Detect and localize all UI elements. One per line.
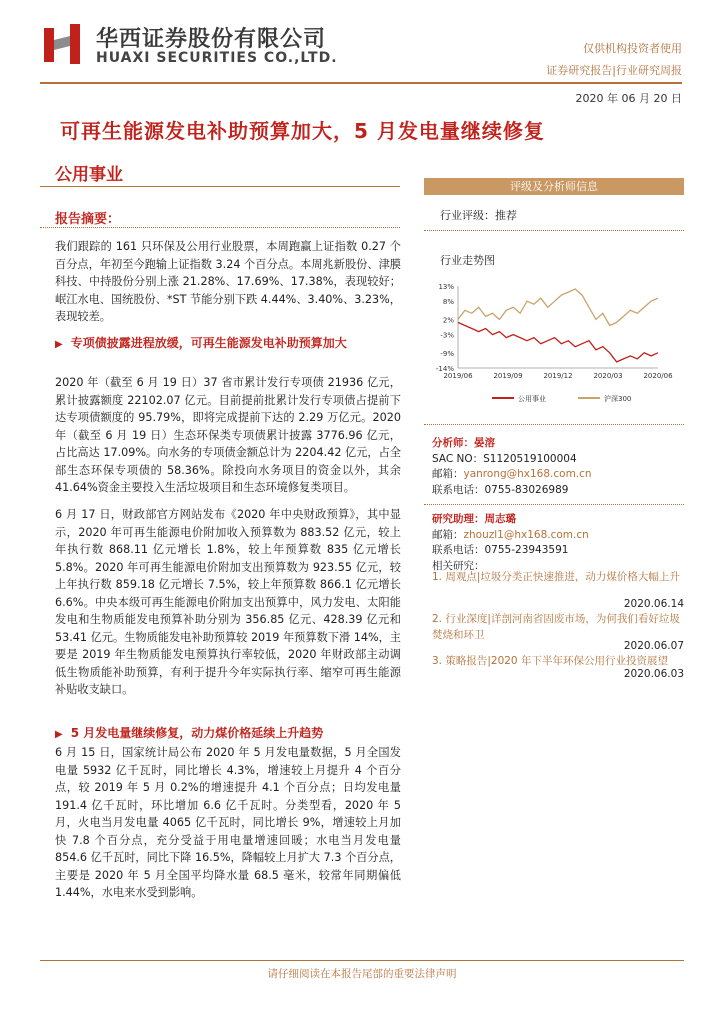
x-tick-label: 2020/06 bbox=[643, 372, 673, 380]
chart-divider bbox=[424, 424, 684, 425]
analyst-divider bbox=[424, 504, 684, 505]
bullet-heading-2-text: 5 月发电量继续修复，动力煤价格延续上升趋势 bbox=[70, 726, 324, 740]
rating-box-title: 评级及分析师信息 bbox=[424, 178, 684, 195]
series-line-1 bbox=[458, 322, 658, 362]
footer-divider bbox=[40, 960, 684, 961]
huaxi-logo-icon bbox=[40, 22, 84, 66]
y-tick-label: 13% bbox=[438, 283, 454, 291]
report-date: 2020 年 06 月 20 日 bbox=[575, 92, 682, 105]
y-tick-label: 8% bbox=[442, 298, 454, 307]
assistant-phone: 联系电话：0755-23943591 bbox=[432, 544, 569, 556]
analyst-phone: 联系电话：0755-83026989 bbox=[432, 483, 569, 496]
company-name-en: HUAXI SECURITIES CO.,LTD. bbox=[96, 50, 338, 66]
sector-label: 公用事业 bbox=[55, 165, 123, 185]
report-type-tag: 证券研究报告|行业研究周报 bbox=[546, 64, 682, 77]
company-name-cn: 华西证券股份有限公司 bbox=[96, 27, 327, 52]
related-report-3-date: 2020.06.03 bbox=[623, 668, 684, 680]
summary-heading: 报告摘要： bbox=[55, 212, 121, 227]
legal-notice[interactable]: 请仔细阅读在本报告尾部的重要法律声明 bbox=[267, 968, 457, 980]
analyst-block bbox=[432, 436, 592, 498]
triangle-bullet-icon: ▶ bbox=[55, 339, 63, 350]
bullet-heading-2 bbox=[55, 724, 400, 744]
y-tick-label: 2% bbox=[442, 316, 454, 325]
analyst-name: 分析师：晏溶 bbox=[432, 437, 495, 449]
y-tick-label: -3% bbox=[440, 331, 454, 340]
x-tick-label: 2019/09 bbox=[493, 372, 523, 380]
triangle-bullet-icon: ▶ bbox=[55, 729, 63, 740]
analyst-email-link[interactable]: yanrong@hx168.com.cn bbox=[463, 468, 592, 480]
email-label: 邮箱： bbox=[432, 528, 464, 541]
trend-label: 行业走势图 bbox=[440, 254, 495, 267]
legend-label: 公用事业 bbox=[518, 395, 546, 403]
bullet-heading-1 bbox=[55, 334, 400, 354]
paragraph-1: 2020 年（截至 6 月 19 日）37 省市累计发行专项债 21936 亿元，累计披露额度 22102.07 亿元。目前提前批累计发行专项债占提前下达专项债额度的 95.79%，即将完成提前下达的 2.29 万亿元。2020 年（截至 6 月 19 日）生态环保类专项债累计披露 3776.96 亿元，占比高达 17.09%。向水务的专项债金额总计为 2204.42 亿元，占全部生态环保专项债的 58.36%。除投向水务项目的资金以外，其余 41.64%资金主要投入生活垃圾项目和生态环境修复类项目。 bbox=[55, 376, 401, 494]
assistant-name: 研究助理：周志璐 bbox=[432, 513, 516, 525]
rating-divider bbox=[424, 230, 684, 231]
assistant-block bbox=[432, 512, 589, 574]
header-divider bbox=[40, 82, 682, 84]
report-title: 可再生能源发电补助预算加大，5 月发电量继续修复 bbox=[60, 119, 545, 143]
related-report-2-date: 2020.06.07 bbox=[623, 640, 684, 652]
y-tick-label: -14% bbox=[435, 365, 454, 373]
sac-number: SAC NO：S1120519100004 bbox=[432, 452, 577, 465]
x-tick-label: 2020/03 bbox=[593, 372, 623, 380]
series-line-2 bbox=[458, 289, 658, 326]
bullet-heading-1-text: 专项债披露进程放缓，可再生能源发电补助预算加大 bbox=[70, 336, 347, 350]
x-tick-label: 2019/12 bbox=[543, 372, 573, 380]
related-report-1-date: 2020.06.14 bbox=[623, 598, 684, 610]
email-label: 邮箱： bbox=[432, 468, 464, 480]
summary-intro: 我们跟踪的 161 只环保及公用行业股票，本周跑赢上证指数 0.27 个百分点，年初至今跑输上证指数 3.24 个百分点。本周兆新股份、津膜科技、中持股份分别上涨 21.28%、17.69%、17.38%，表现较好；岷江水电、国统股份、*ST 节能分别下跌 4.44%、3.40%、3.23%，表现较差。 bbox=[55, 240, 401, 323]
trend-chart bbox=[430, 282, 688, 412]
industry-rating: 行业评级：推荐 bbox=[440, 209, 517, 222]
related-label: 相关研究： bbox=[432, 559, 485, 572]
x-tick-label: 2019/06 bbox=[443, 372, 473, 380]
summary-divider bbox=[40, 227, 400, 228]
legend-label: 沪深300 bbox=[604, 395, 632, 403]
related-report-1[interactable]: 1. 周观点|垃圾分类正快速推进，动力煤价格大幅上升 bbox=[432, 571, 680, 583]
y-tick-label: -9% bbox=[440, 349, 454, 358]
audience-tag: 仅供机构投资者使用 bbox=[583, 42, 682, 55]
assistant-email-link[interactable]: zhouzl1@hx168.com.cn bbox=[463, 528, 589, 541]
related-report-2[interactable]: 2. 行业深度|详剖河南省固废市场，为何我们看好垃圾焚烧和环卫 bbox=[432, 613, 680, 641]
related-report-3[interactable]: 3. 策略报告|2020 年下半年环保公用行业投资展望 bbox=[432, 655, 668, 667]
paragraph-3: 6 月 15 日，国家统计局公布 2020 年 5 月发电量数据，5 月全国发电量 5932 亿千瓦时，同比增长 4.3%，增速较上月提升 4 个百分点，较 2019 年 5 月 0.2%的增速提升 4.1 个百分点；日均发电量 191.4 亿千瓦时，环比增加 6.6 亿千瓦时。分类型看，2020 年 5 月，火电当月发电量 4065 亿千瓦时，同比增长 9%，增速较上月加快 7.8 个百分点，充分受益于用电量增速回暖；水电当月发电量 854.6 亿千瓦时，同比下降 16.5%，降幅较上月扩大 7.3 个百分点，主要是 2020 年 5 月全国平均降水量 68.5 毫米，较常年同期偏低 1.44%，水电来水受到影响。 bbox=[55, 746, 401, 899]
paragraph-2: 6 月 17 日，财政部官方网站发布《2020 年中央财政预算》，其中显示，2020 年可再生能源电价附加收入预算数为 883.52 亿元，较上年执行数 868.11 亿元增长 1.8%，较上年预算数 835 亿元增长 5.8%。2020 年可再生能源电价附加支出预算数为 923.55 亿元，较上年执行数 859.18 亿元增长 7.5%，较上年预算数 866.1 亿元增长 6.6%。中央本级可再生能源电价附加支出预算中，风力发电、太阳能发电和生物质能发电预算补助分别为 356.85 亿元、428.39 亿元和 53.41 亿元。生物质能发电补助预算较 2019 年预算数下滑 14%，主要是 2019 年生物质能发电预算执行率较低，2020 年财政部主动调低生物质能补助预算，有利于提升今年实际执行率、缩窄可再生能源补贴收支缺口。 bbox=[55, 508, 401, 696]
sector-divider bbox=[40, 186, 400, 187]
